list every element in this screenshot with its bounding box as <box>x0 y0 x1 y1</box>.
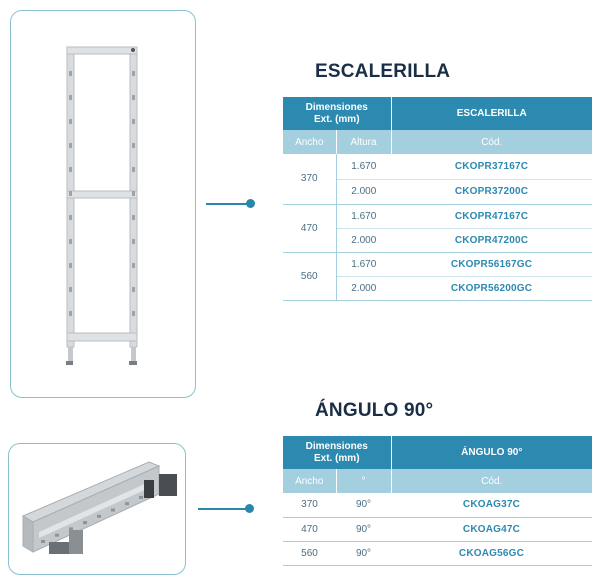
ladder-hole <box>69 119 72 124</box>
altura-cell: 1.670 <box>336 154 391 179</box>
dimensions-header: Dimensiones Ext. (mm) <box>283 97 391 130</box>
ladder-hole <box>69 263 72 268</box>
ladder-hole <box>69 95 72 100</box>
product-code-cell: CKOPR37167C <box>391 154 592 179</box>
angle-photo-card <box>8 443 186 575</box>
connector-line-escalerilla <box>206 203 250 205</box>
bracket-slot <box>55 534 59 537</box>
ladder-hole <box>132 143 135 148</box>
dimensions-header: Dimensiones Ext. (mm) <box>283 436 391 469</box>
ladder-hole <box>69 287 72 292</box>
ladder-hole <box>132 95 135 100</box>
product-code-cell: CKOAG47C <box>391 517 592 541</box>
ladder-hole <box>132 311 135 316</box>
ancho-column-header: Ancho <box>283 469 336 493</box>
altura-column-header: Altura <box>336 130 391 154</box>
connector-dot-escalerilla <box>246 199 255 208</box>
ancho-cell: 560 <box>283 541 336 565</box>
table-row <box>283 154 592 179</box>
ladder-hole <box>69 311 72 316</box>
ladder-image <box>11 11 197 399</box>
ladder-hole <box>132 287 135 292</box>
ladder-hole <box>132 263 135 268</box>
product-code-cell: CKOAG56GC <box>391 541 592 565</box>
bracket-slot <box>111 509 115 512</box>
altura-cell: 2.000 <box>336 276 391 300</box>
ladder-hole <box>132 167 135 172</box>
ladder-hole <box>132 191 135 196</box>
altura-cell: 1.670 <box>336 204 391 228</box>
connector-line-angulo <box>198 508 248 510</box>
product-code-cell: CKOAG37C <box>391 493 592 517</box>
product-code-cell: CKOPR47200C <box>391 228 592 252</box>
ladder-hole <box>132 71 135 76</box>
ancho-cell: 370 <box>283 154 336 204</box>
ladder-hole <box>69 167 72 172</box>
bracket-slot <box>41 540 45 543</box>
angle-column-header: ° <box>336 469 391 493</box>
altura-cell: 1.670 <box>336 252 391 276</box>
ancho-cell: 470 <box>283 517 336 541</box>
escalerilla-title: ESCALERILLA <box>315 61 451 82</box>
product-code-cell: CKOPR47167C <box>391 204 592 228</box>
ancho-cell: 470 <box>283 204 336 252</box>
product-code-cell: CKOPR56200GC <box>391 276 592 300</box>
angulo-title: ÁNGULO 90° <box>315 400 434 421</box>
code-column-header: Cód. <box>391 469 592 493</box>
ladder-hole <box>69 143 72 148</box>
table-row <box>283 204 592 228</box>
angle-bracket-image <box>9 444 187 576</box>
altura-cell: 2.000 <box>336 228 391 252</box>
table-row <box>283 252 592 276</box>
ladder-hole <box>69 215 72 220</box>
product-header: ÁNGULO 90° <box>391 436 592 469</box>
ancho-cell: 560 <box>283 252 336 300</box>
bracket-slot <box>139 496 143 499</box>
product-code-cell: CKOPR37200C <box>391 179 592 204</box>
ladder-hole <box>69 71 72 76</box>
ladder-photo-card <box>10 10 196 398</box>
ladder-hole <box>132 119 135 124</box>
code-column-header: Cód. <box>391 130 592 154</box>
angle-cell: 90° <box>336 493 391 517</box>
angle-cell: 90° <box>336 541 391 565</box>
ladder-hole <box>69 191 72 196</box>
bracket-slot <box>125 502 129 505</box>
ladder-hole <box>132 239 135 244</box>
bracket-slot <box>69 527 73 530</box>
table-row <box>283 517 592 541</box>
ancho-column-header: Ancho <box>283 130 336 154</box>
connector-dot-angulo <box>245 504 254 513</box>
bracket-slot <box>97 515 101 518</box>
altura-cell: 2.000 <box>336 179 391 204</box>
ladder-hole <box>132 215 135 220</box>
table-row <box>283 541 592 565</box>
ancho-cell: 370 <box>283 493 336 517</box>
angulo-spec-table <box>283 436 592 566</box>
product-header: ESCALERILLA <box>391 97 592 130</box>
product-code-cell: CKOPR56167GC <box>391 252 592 276</box>
angle-cell: 90° <box>336 517 391 541</box>
escalerilla-spec-table <box>283 97 592 301</box>
table-row <box>283 493 592 517</box>
ladder-hole <box>69 239 72 244</box>
bracket-slot <box>83 521 87 524</box>
